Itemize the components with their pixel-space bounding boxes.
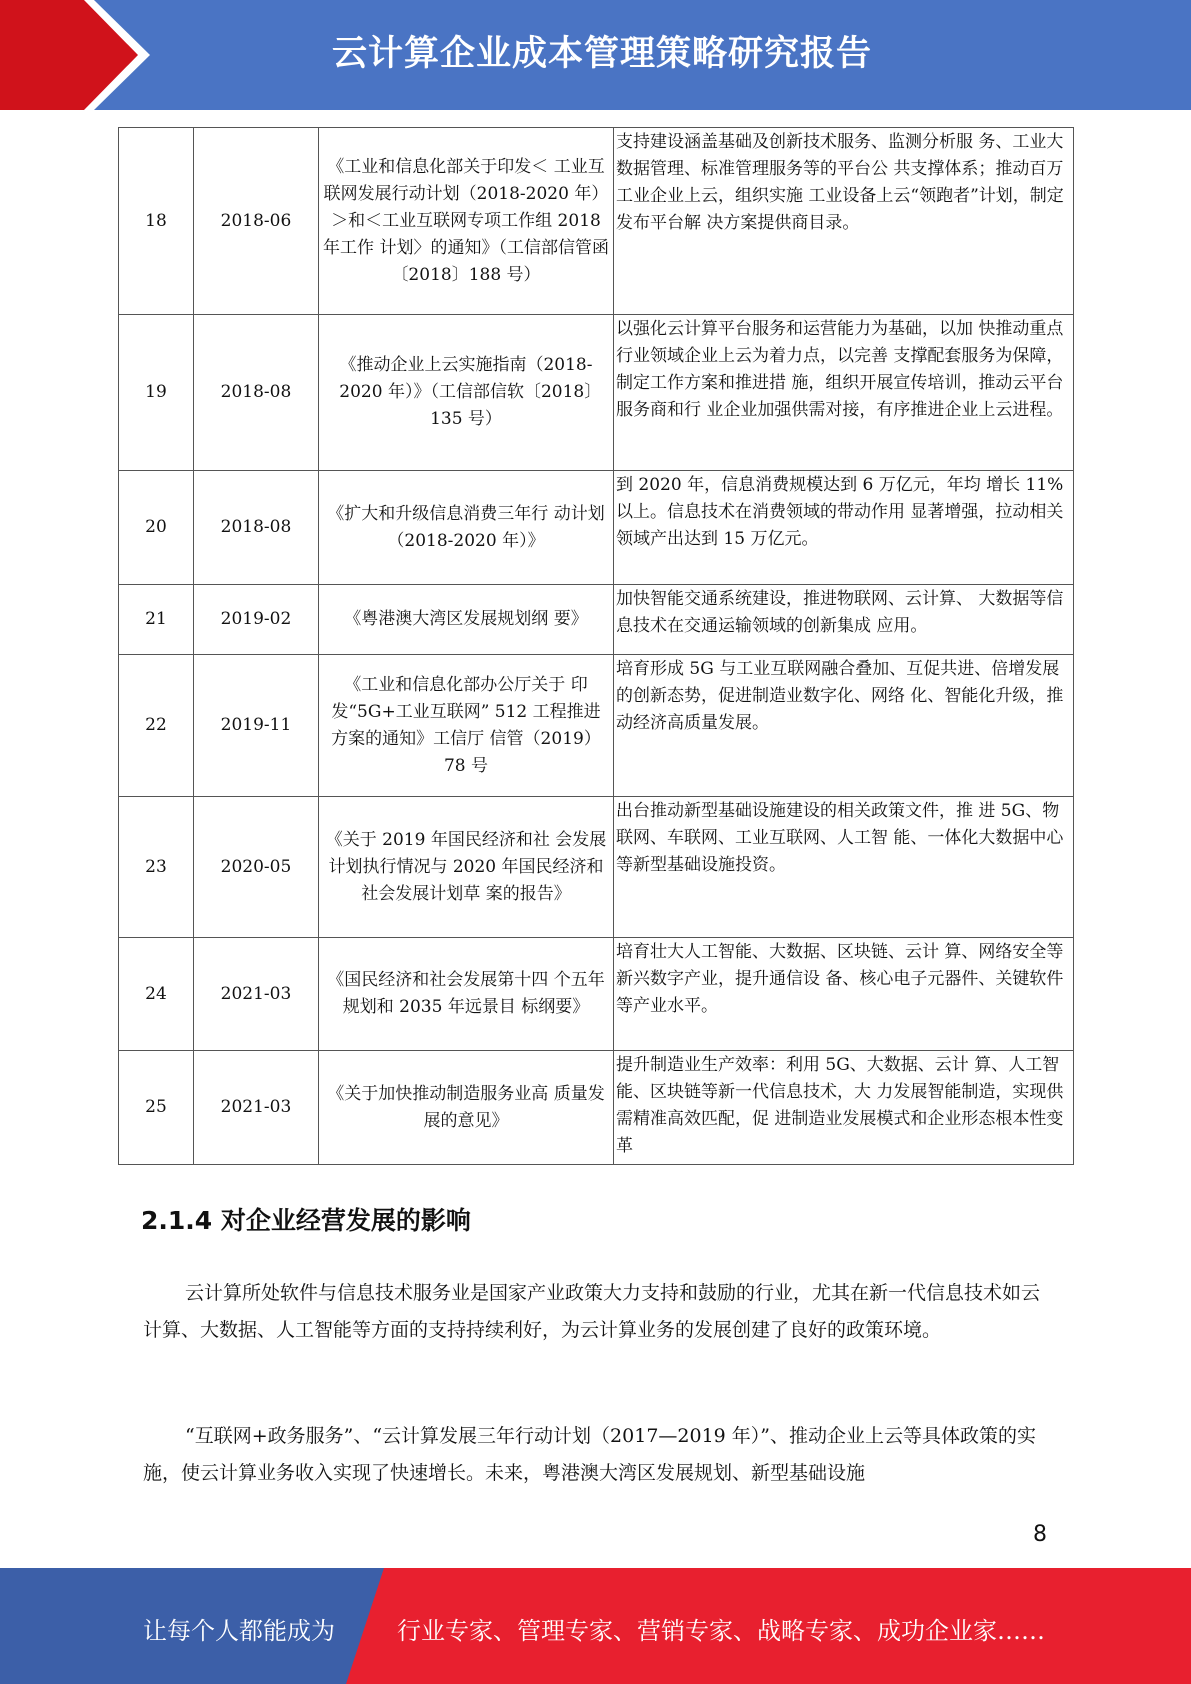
header-banner: [0, 0, 1191, 110]
row-description: 提升制造业生产效率：利用 5G、大数据、云计 算、人工智能、区块链等新一代信息技术，大 力发展智能制造，实现供需精准高效匹配，促 进制造业发展模式和企业形态根本性变革: [614, 1051, 1074, 1165]
row-date: 2021-03: [194, 1051, 319, 1165]
row-number: 23: [119, 797, 194, 938]
report-title: 云计算企业成本管理策略研究报告: [332, 34, 873, 74]
row-document: 《工业和信息化部办公厅关于 印发“5G+工业互联网” 512 工程推进方案的通知》工信厅 信管（2019） 78 号: [319, 655, 614, 797]
row-date: 2019-02: [194, 585, 319, 655]
row-date: 2020-05: [194, 797, 319, 938]
row-description: 加快智能交通系统建设，推进物联网、云计算、 大数据等信息技术在交通运输领域的创新集成 应用。: [614, 585, 1074, 655]
table-row: [119, 128, 1074, 315]
body-paragraph: “互联网+政务服务”、“云计算发展三年行动计划（2017—2019 年）”、推动企业上云等具体政策的实施，使云计算业务收入实现了快速增长。未来，粤港澳大湾区发展规划、新型基础设施: [143, 1425, 1037, 1484]
row-date: 2018-08: [194, 471, 319, 585]
row-number: 18: [119, 128, 194, 315]
policy-table: [118, 127, 1074, 1165]
row-description: 培育壮大人工智能、大数据、区块链、云计 算、网络安全等新兴数字产业，提升通信设 备、核心电子元器件、关键软件等产业水平。: [614, 938, 1074, 1051]
table-row: [119, 585, 1074, 655]
row-date: 2021-03: [194, 938, 319, 1051]
header-red-arrow-shape: [0, 0, 150, 110]
row-number: 25: [119, 1051, 194, 1165]
row-document: 《工业和信息化部关于印发＜ 工业互联网发展行动计划（2018-2020 年）＞和＜工业互联网专项工作组 2018 年工作 计划〉的通知》（工信部信管函〔2018〕188 号）: [319, 128, 614, 315]
row-number: 19: [119, 315, 194, 471]
row-number: 22: [119, 655, 194, 797]
row-document: 《国民经济和社会发展第十四 个五年规划和 2035 年远景目 标纲要》: [319, 938, 614, 1051]
footer-slogan-right: 行业专家、管理专家、营销专家、战略专家、成功企业家……: [397, 1617, 1045, 1645]
row-description: 培育形成 5G 与工业互联网融合叠加、互促共进、倍增发展的创新态势，促进制造业数字化、网络 化、智能化升级，推动经济高质量发展。: [614, 655, 1074, 797]
row-document: 《推动企业上云实施指南（2018-2020 年）》（工信部信软〔2018〕 135 号）: [319, 315, 614, 471]
section-heading: 2.1.4 对企业经营发展的影响: [141, 1206, 471, 1235]
table-row: [119, 655, 1074, 797]
row-document: 《扩大和升级信息消费三年行 动计划（2018-2020 年）》: [319, 471, 614, 585]
row-description: 支持建设涵盖基础及创新技术服务、监测分析服 务、工业大数据管理、标准管理服务等的平台公 共支撑体系；推动百万工业企业上云，组织实施 工业设备上云“领跑者”计划，制定发布平台解 决方案提供商目录。: [614, 128, 1074, 315]
footer-slogan-left: 让每个人都能成为: [143, 1617, 335, 1645]
row-number: 24: [119, 938, 194, 1051]
row-date: 2018-06: [194, 128, 319, 315]
row-document: 《粤港澳大湾区发展规划纲 要》: [319, 585, 614, 655]
page-number: 8: [1033, 1522, 1047, 1547]
row-number: 20: [119, 471, 194, 585]
row-date: 2018-08: [194, 315, 319, 471]
row-document: 《关于加快推动制造服务业高 质量发展的意见》: [319, 1051, 614, 1165]
row-number: 21: [119, 585, 194, 655]
row-description: 出台推动新型基础设施建设的相关政策文件，推 进 5G、物联网、车联网、工业互联网、人工智 能、一体化大数据中心等新型基础设施投资。: [614, 797, 1074, 938]
row-description: 以强化云计算平台服务和运营能力为基础，以加 快推动重点行业领域企业上云为着力点，以完善 支撑配套服务为保障，制定工作方案和推进措 施，组织开展宣传培训，推动云平台服务商和行 业企业加强供需对接，有序推进企业上云进程。: [614, 315, 1074, 471]
row-document: 《关于 2019 年国民经济和社 会发展计划执行情况与 2020 年国民经济和社会发展计划草 案的报告》: [319, 797, 614, 938]
table-row: [119, 1051, 1074, 1165]
row-date: 2019-11: [194, 655, 319, 797]
table-row: [119, 315, 1074, 471]
table-row: [119, 797, 1074, 938]
table-row: [119, 471, 1074, 585]
footer-banner: [0, 1568, 1191, 1684]
body-paragraph: 云计算所处软件与信息技术服务业是国家产业政策大力支持和鼓励的行业，尤其在新一代信息技术如云计算、大数据、人工智能等方面的支持持续利好，为云计算业务的发展创建了良好的政策环境。: [143, 1282, 1041, 1341]
row-description: 到 2020 年，信息消费规模达到 6 万亿元，年均 增长 11%以上。信息技术在消费领域的带动作用 显著增强，拉动相关领域产出达到 15 万亿元。: [614, 471, 1074, 585]
table-row: [119, 938, 1074, 1051]
